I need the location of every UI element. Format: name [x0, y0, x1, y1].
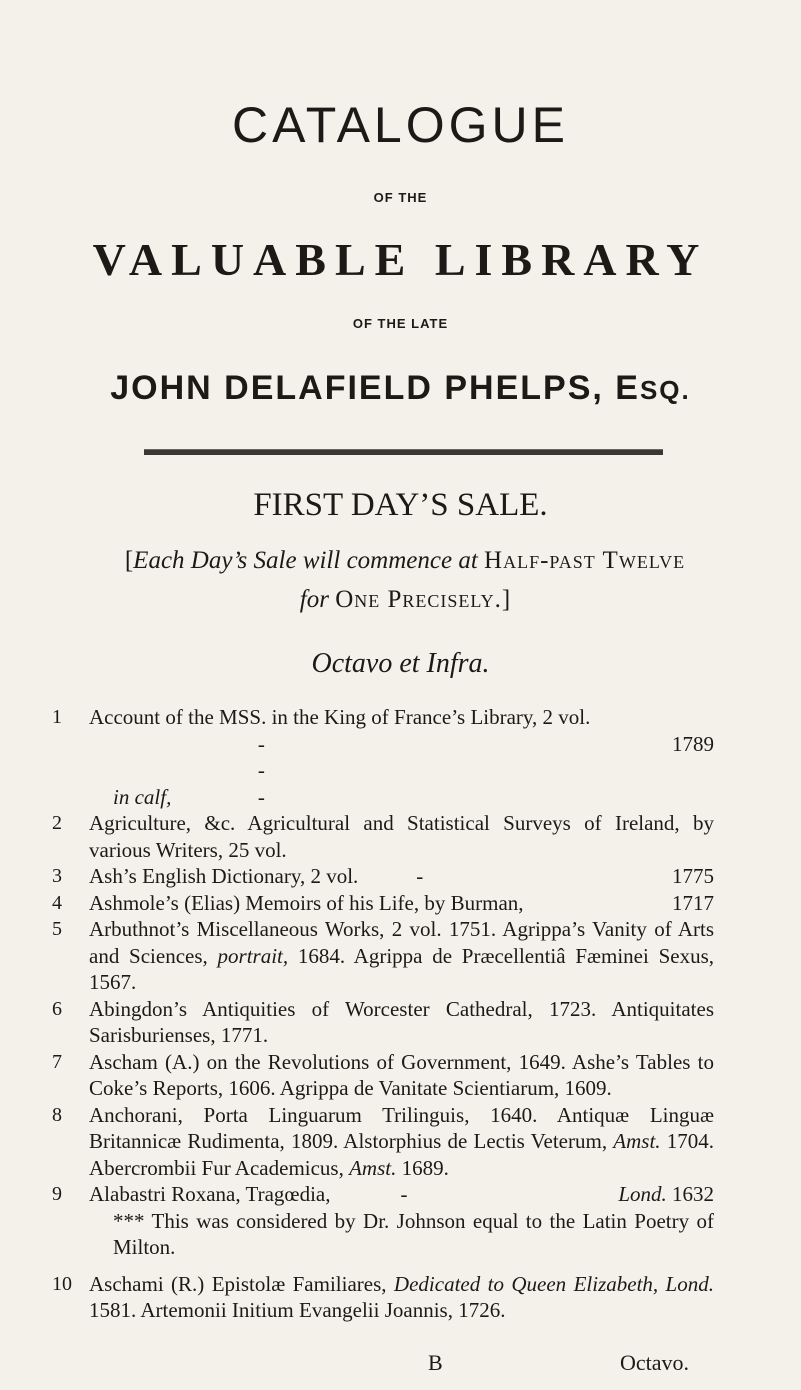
- lot-entry: 9 Alabastri Roxana, Tragœdia, - Lond. 1632 *** This was considered by Dr. Johnson equal to the Latin Poetry of Milton.: [52, 1182, 714, 1259]
- lot-number: 5: [52, 918, 62, 940]
- sale-day-title: FIRST DAY’S SALE.: [253, 487, 548, 523]
- lot-number: 1: [52, 706, 62, 728]
- sale-notice: [Each Day’s Sale will commence at Half-past Twelve for One Precisely.]: [124, 547, 686, 613]
- lot-entry: 4 Ashmole’s (Elias) Memoirs of his Life, by Burman, 1717: [52, 890, 714, 915]
- of-the-late-label: OF THE LATE: [352, 316, 449, 331]
- lot-number: 10: [52, 1272, 72, 1295]
- lot-entry: 6 Abingdon’s Antiquities of Worcester Cathedral, 1723. Antiquitates Sarisburienses, 1771.: [52, 996, 714, 1047]
- lot-number: 8: [52, 1103, 62, 1126]
- lot-number: 7: [52, 1050, 62, 1073]
- lot-number: 6: [52, 997, 62, 1020]
- lot-entry: 2 Agriculture, &c. Agricultural and Statistical Surveys of Ireland, by various Writers, 25 vol.: [52, 811, 714, 862]
- notice-for: for: [299, 586, 329, 613]
- owner-name: [0, 369, 801, 408]
- lot-number: 9: [52, 1183, 62, 1205]
- valuable-library-heading: VALUABLE LIBRARY: [92, 234, 709, 285]
- notice-time: Half-past Twelve: [484, 547, 686, 574]
- signature-mark: B: [428, 1350, 443, 1375]
- lot-entry: 5 Arbuthnot’s Miscellaneous Works, 2 vol. 1751. Agrippa’s Vanity of Arts and Sciences, portrait, 1684. Agrippa de Præcellentiâ Fæminei Sexus, 1567.: [52, 917, 714, 994]
- lot-list: [0, 704, 801, 1324]
- lot-entry: 1 Account of the MSS. in the King of France’s Library, 2 vol. in calf,- - - 1789: [52, 705, 714, 809]
- lot-number: 4: [52, 891, 62, 914]
- lot-footnote: *** This was considered by Dr. Johnson equal to the Latin Poetry of Milton.: [113, 1208, 714, 1259]
- lot-entry: 3 Ash’s English Dictionary, 2 vol. - 1775: [52, 864, 714, 888]
- lot-number: 2: [52, 812, 62, 834]
- lot-number: 3: [52, 865, 62, 887]
- owner-name-esq: SQ.: [639, 375, 691, 405]
- catalogue-heading: CATALOGUE: [232, 97, 569, 153]
- owner-name-main: JOHN DELAFIELD PHELPS, E: [110, 369, 640, 407]
- notice-precisely: One Precisely.: [335, 586, 502, 613]
- section-heading: Octavo et Infra.: [311, 648, 490, 679]
- double-rule-divider: [144, 449, 663, 455]
- lot-entry: 8 Anchorani, Porta Linguarum Trilinguis, 1640. Antiquæ Linguæ Britannicæ Rudimenta, 1809. Alstorphius de Lectis Veterum, Amst. 1704. Abercrombii Fur Academicus, Amst. 1689.: [52, 1102, 715, 1180]
- notice-commence: Each Day’s Sale will commence at: [133, 547, 485, 574]
- lot-entry: 10 Aschami (R.) Epistolæ Familiares, Dedicated to Queen Elizabeth, Lond. 1581. Artemonii Initium Evangelii Joannis, 1726.: [52, 1271, 714, 1322]
- of-the-label: OF THE: [373, 190, 428, 205]
- catchword: Octavo.: [620, 1350, 690, 1375]
- lot-entry: 7 Ascham (A.) on the Revolutions of Government, 1649. Ashe’s Tables to Coke’s Reports, 1606. Agrippa de Vanitate Scientiarum, 1609.: [52, 1049, 714, 1100]
